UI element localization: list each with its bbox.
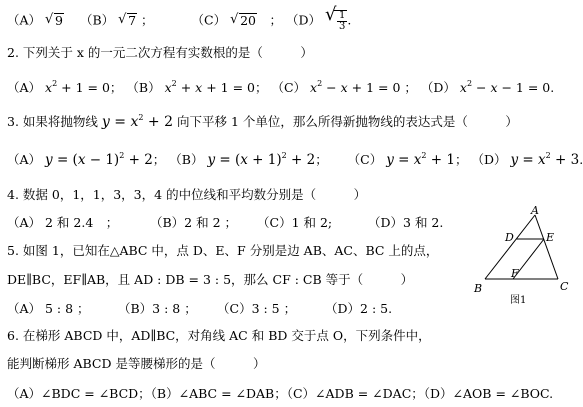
q5-option-c: （C）3 : 5 ； [217, 301, 297, 316]
figure-1-triangle [470, 205, 578, 305]
q2-options: （A） $x^2 + 1 = 0$； （B） $x^2 + x + 1 = 0$； （C） $x^2 - x + 1 = 0$ ； （D） $x^2 - x - 1 = 0$. [7, 79, 555, 95]
triangle-side-ac [535, 215, 558, 279]
q4-stem: 4. 数据 0，1，1，3，3，4 的中位线和平均数分别是（ ） [7, 187, 367, 202]
q6-option-d: （D）∠AOB = ∠BOC. [423, 386, 554, 401]
q5-option-a: （A） 5 : 8 ； [7, 301, 90, 316]
q6-option-c: （C）∠ADB = ∠DAC； [286, 386, 424, 401]
q2-option-c-expr: $x^2 - x + 1 = 0$ [310, 79, 401, 95]
q2-option-b-expr: $x^2 + x + 1 = 0$ [164, 79, 255, 95]
figure-caption: 图1 [510, 295, 527, 306]
q1-option-a-label: （A） [7, 12, 42, 28]
q3-options: （A） $y = (x - 1)^2 + 2$； （B） $y = (x + 1)^2 + 2$； （C） $y = x^2 + 1$； （D） $y = x^2 + 3$. [7, 151, 583, 168]
q3-option-b-expr: $y = (x + 1)^2 + 2$ [207, 151, 316, 168]
q6-option-a: （A）∠BDC = ∠BCD； [7, 386, 151, 401]
q2-option-d-expr: $x^2 - x - 1 = 0$ [459, 79, 551, 95]
q5-option-b: （B）3 : 8 ； [118, 301, 197, 316]
q1-option-c-label: （C） [191, 12, 227, 28]
q2-stem: 2. 下列关于 x 的一元二次方程有实数根的是（ ） [7, 45, 313, 60]
q1-option-c-radical: √ 20 [230, 11, 256, 28]
q3-parabola-expr: $y = x^2 + 2$ [101, 113, 173, 130]
q6-stem-line2: 能判断梯形 ABCD 是等腰梯形的是（ ） [7, 356, 266, 371]
vertex-label-c: C [560, 280, 569, 293]
vertex-label-f: F [511, 267, 519, 280]
q3-option-c-label: （C） [347, 152, 383, 167]
q5-stem-line1: 5. 如图 1，已知在△ABC 中，点 D、E、F 分别是边 AB、AC、BC 上的点， [7, 243, 439, 258]
q3-option-a-label: （A） [7, 152, 42, 167]
q5-stem-line2: DE∥BC，EF∥AB，且 AD : DB = 3 : 5，那么 CF : CB 等于（ ） [7, 272, 414, 287]
vertex-label-b: B [474, 282, 483, 295]
vertex-label-d: D [505, 231, 514, 244]
q2-option-a-label: （A） [7, 80, 42, 95]
q1-option-d-label: （D） [285, 12, 321, 28]
q2-option-b-label: （B） [126, 80, 161, 95]
q3-option-d-expr: $y = x^2 + 3$ [510, 151, 580, 168]
q5-options [7, 299, 392, 317]
q2-option-d-label: （D） [420, 80, 456, 95]
vertex-label-a: A [531, 204, 539, 217]
q3-option-a-expr: $y = (x - 1)^2 + 2$ [45, 151, 153, 168]
triangle-side-ab [485, 215, 535, 279]
q4-options [7, 213, 443, 231]
q1-option-a-radical: √ 9 [45, 11, 63, 28]
q4-option-c: （C）1 和 2; [257, 215, 333, 230]
q4-option-b: （B）2 和 2 ； [150, 215, 238, 230]
q3-option-d-label: （D） [471, 152, 507, 167]
q4-option-a: （A） 2 和 2.4 ； [7, 215, 119, 230]
q5-option-d: （D）2 : 5. [325, 301, 393, 316]
q1-option-b-label: （B） [79, 12, 115, 28]
q3-option-c-expr: $y = x^2 + 1$ [386, 151, 455, 168]
q6-option-b: （B）∠ABC = ∠DAB； [150, 386, 287, 401]
vertex-label-e: E [546, 231, 555, 244]
q6-options [7, 384, 553, 402]
q6-stem-line1: 6. 在梯形 ABCD 中，AD∥BC，对角线 AC 和 BD 交于点 O，下列条件中， [7, 328, 431, 343]
q3-stem: 3. 如果将抛物线 $y = x^2 + 2$ 向下平移 1 个单位，那么所得新抛物线的表达式是（ ） [7, 113, 518, 130]
q1-option-d-radical: √ $\frac{1}{3}$ [324, 4, 346, 32]
q2-option-c-label: （C） [271, 80, 307, 95]
q2-option-a-expr: $x^2 + 1 = 0$ [45, 79, 110, 95]
q1-option-b-radical: √ 7 [118, 11, 137, 28]
q1-options: （A） √ 9 （B） √ 7 ； （C） √ 20 ； （D） √ $\frac{1}{3}$ . [7, 4, 352, 32]
q3-option-b-label: （B） [169, 152, 204, 167]
q4-option-d: （D）3 和 2. [368, 215, 444, 230]
